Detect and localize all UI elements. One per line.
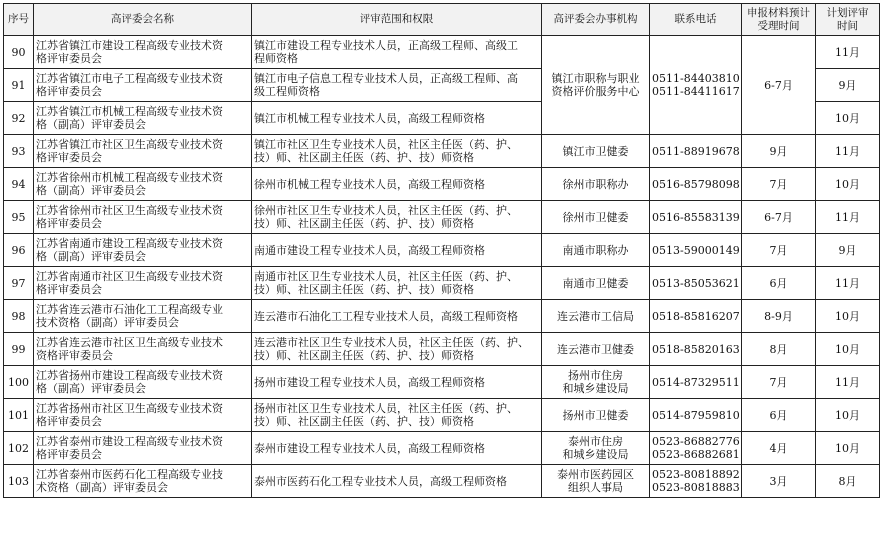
text-line: 江苏省镇江市社区卫生高级专业技术资	[36, 138, 223, 151]
row-number: 94	[4, 168, 34, 201]
table-row	[4, 267, 880, 300]
office-name	[542, 300, 650, 333]
accept-time: 9月	[742, 135, 816, 168]
accept-time: 3月	[742, 465, 816, 498]
accept-time: 6-7月	[742, 201, 816, 234]
header-office: 高评委会办事机构	[542, 4, 650, 36]
text-line: 资格评价服务中心	[551, 85, 640, 98]
text-line: 徐州市职称办	[562, 177, 629, 191]
office-name	[542, 267, 650, 300]
text-line: 技）师、社区副主任医（药、护、技）师资格	[254, 283, 474, 296]
text-line: 江苏省泰州市建设工程高级专业技术资	[36, 435, 223, 448]
text-line: 江苏省扬州市社区卫生高级专业技术资	[36, 402, 223, 415]
text-line: 徐州市社区卫生专业技术人员，社区主任医（药、护、	[254, 204, 518, 217]
review-time: 10月	[816, 432, 880, 465]
office-name	[542, 366, 650, 399]
phone-number	[650, 300, 742, 333]
text-line: 徐州市卫健委	[562, 210, 629, 224]
review-time: 10月	[816, 300, 880, 333]
text-line: 南通市卫健委	[562, 276, 629, 290]
committee-name	[34, 102, 252, 135]
office-name	[542, 465, 650, 498]
office-name	[542, 135, 650, 168]
committee-name	[34, 366, 252, 399]
text-line: 和城乡建设局	[562, 382, 629, 395]
text-line: 连云港市工信局	[557, 309, 634, 323]
text-line: 江苏省徐州市机械工程高级专业技术资	[36, 171, 223, 184]
accept-time: 7月	[742, 366, 816, 399]
table-row	[4, 333, 880, 366]
text-line: 0523-86882681	[652, 448, 740, 461]
text-line: 程师资格	[254, 52, 298, 65]
review-scope	[252, 234, 542, 267]
accept-time: 8月	[742, 333, 816, 366]
text-line: 镇江市职称与职业	[551, 72, 640, 85]
text-line: 镇江市卫健委	[562, 144, 629, 158]
text-line: 资格评审委员会	[36, 349, 113, 362]
office-name	[542, 234, 650, 267]
office-name	[542, 168, 650, 201]
text-line: 镇江市社区卫生专业技术人员，社区主任医（药、护、	[254, 138, 518, 151]
text-line: 镇江市电子信息工程专业技术人员，正高级工程师、高	[254, 72, 518, 85]
phone-number	[650, 399, 742, 432]
review-scope	[252, 267, 542, 300]
accept-time: 8-9月	[742, 300, 816, 333]
table-row	[4, 399, 880, 432]
table-row	[4, 234, 880, 267]
text-line: 格评审委员会	[36, 52, 102, 65]
committee-name	[34, 234, 252, 267]
phone-number	[650, 36, 742, 135]
accept-time: 4月	[742, 432, 816, 465]
review-time: 8月	[816, 465, 880, 498]
review-time: 11月	[816, 366, 880, 399]
review-scope	[252, 432, 542, 465]
row-number: 91	[4, 69, 34, 102]
accept-time: 6月	[742, 267, 816, 300]
text-line: 格（副高）评审委员会	[36, 184, 146, 197]
text-line: 泰州市住房	[568, 435, 623, 448]
row-number: 93	[4, 135, 34, 168]
committee-name	[34, 36, 252, 69]
review-scope	[252, 399, 542, 432]
text-line: 格评审委员会	[36, 151, 102, 164]
text-line: 泰州市医药园区	[557, 468, 634, 481]
phone-number	[650, 234, 742, 267]
row-number: 102	[4, 432, 34, 465]
text-line: 南通市社区卫生专业技术人员，社区主任医（药、护、	[254, 270, 518, 283]
table-body	[4, 36, 880, 498]
committee-name	[34, 69, 252, 102]
row-number: 98	[4, 300, 34, 333]
row-number: 90	[4, 36, 34, 69]
table-row	[4, 135, 880, 168]
office-name	[542, 201, 650, 234]
phone-number	[650, 267, 742, 300]
committee-name	[34, 399, 252, 432]
text-line: 技）师、社区副主任医（药、护、技）师资格	[254, 349, 474, 362]
text-line: 格评审委员会	[36, 217, 102, 230]
table-row	[4, 432, 880, 465]
review-time: 11月	[816, 135, 880, 168]
header-review-time: 计划评审 时间	[816, 4, 880, 36]
accept-time: 6-7月	[742, 36, 816, 135]
review-scope	[252, 333, 542, 366]
review-scope	[252, 465, 542, 498]
phone-number	[650, 135, 742, 168]
text-line: 技术资格（副高）评审委员会	[36, 316, 179, 329]
text-line: 江苏省徐州市社区卫生高级专业技术资	[36, 204, 223, 217]
text-line: 连云港市卫健委	[557, 342, 634, 356]
row-number: 97	[4, 267, 34, 300]
committee-name	[34, 135, 252, 168]
review-time: 10月	[816, 168, 880, 201]
text-line: 泰州市医药石化工程专业技术人员，高级工程师资格	[254, 474, 507, 488]
text-line: 格（副高）评审委员会	[36, 250, 146, 263]
text-line: 0523-80818892	[652, 468, 740, 481]
phone-number	[650, 168, 742, 201]
text-line: 连云港市社区卫生专业技术人员，社区主任医（药、护、	[254, 336, 529, 349]
review-scope	[252, 366, 542, 399]
text-line: 0518-85820163	[652, 342, 740, 356]
text-line: 格评审委员会	[36, 415, 102, 428]
accept-time: 7月	[742, 168, 816, 201]
text-line: 江苏省镇江市机械工程高级专业技术资	[36, 105, 223, 118]
phone-number	[650, 366, 742, 399]
accept-time: 6月	[742, 399, 816, 432]
committee-name	[34, 201, 252, 234]
phone-number	[650, 333, 742, 366]
text-line: 0511-84411617	[652, 85, 740, 98]
phone-number	[650, 432, 742, 465]
text-line: 0514-87329511	[652, 375, 740, 389]
office-name	[542, 432, 650, 465]
row-number: 96	[4, 234, 34, 267]
text-line: 级工程师资格	[254, 85, 320, 98]
office-name	[542, 36, 650, 135]
table-row	[4, 36, 880, 69]
text-line: 江苏省镇江市建设工程高级专业技术资	[36, 39, 223, 52]
text-line: 格（副高）评审委员会	[36, 118, 146, 131]
text-line: 江苏省镇江市电子工程高级专业技术资	[36, 72, 223, 85]
committee-name	[34, 333, 252, 366]
text-line: 技）师、社区副主任医（药、护、技）师资格	[254, 217, 474, 230]
text-line: 术资格（副高）评审委员会	[36, 481, 168, 494]
row-number: 92	[4, 102, 34, 135]
review-time: 11月	[816, 201, 880, 234]
review-time: 9月	[816, 69, 880, 102]
row-number: 103	[4, 465, 34, 498]
text-line: 0513-85053621	[652, 276, 740, 290]
review-scope	[252, 36, 542, 69]
text-line: 0523-86882776	[652, 435, 740, 448]
committee-name	[34, 168, 252, 201]
review-time: 11月	[816, 267, 880, 300]
text-line: 0516-85583139	[652, 210, 740, 224]
text-line: 江苏省南通市社区卫生高级专业技术资	[36, 270, 223, 283]
text-line: 格（副高）评审委员会	[36, 382, 146, 395]
table-row	[4, 465, 880, 498]
text-line: 0518-85816207	[652, 309, 740, 323]
text-line: 扬州市卫健委	[562, 408, 629, 422]
row-number: 95	[4, 201, 34, 234]
document-page	[3, 3, 880, 498]
text-line: 技）师、社区副主任医（药、护、技）师资格	[254, 151, 474, 164]
review-scope	[252, 69, 542, 102]
office-name	[542, 333, 650, 366]
text-line: 格评审委员会	[36, 85, 102, 98]
text-line: 0511-88919678	[652, 144, 740, 158]
text-line: 技）师、社区副主任医（药、护、技）师资格	[254, 415, 474, 428]
text-line: 镇江市机械工程专业技术人员，高级工程师资格	[254, 111, 485, 125]
review-committee-table	[3, 3, 880, 498]
review-scope	[252, 102, 542, 135]
text-line: 镇江市建设工程专业技术人员，正高级工程师、高级工	[254, 39, 518, 52]
text-line: 格评审委员会	[36, 448, 102, 461]
header-phone: 联系电话	[650, 4, 742, 36]
table-row	[4, 201, 880, 234]
header-accept-time: 申报材料预计 受理时间	[742, 4, 816, 36]
text-line: 扬州市社区卫生专业技术人员，社区主任医（药、护、	[254, 402, 518, 415]
phone-number	[650, 465, 742, 498]
text-line: 0516-85798098	[652, 177, 740, 191]
review-time: 10月	[816, 102, 880, 135]
row-number: 101	[4, 399, 34, 432]
review-scope	[252, 201, 542, 234]
header-no: 序号	[4, 4, 34, 36]
committee-name	[34, 465, 252, 498]
review-time: 11月	[816, 36, 880, 69]
committee-name	[34, 432, 252, 465]
text-line: 江苏省南通市建设工程高级专业技术资	[36, 237, 223, 250]
row-number: 100	[4, 366, 34, 399]
text-line: 徐州市机械工程专业技术人员，高级工程师资格	[254, 177, 485, 191]
header-scope: 评审范围和权限	[252, 4, 542, 36]
header-row	[4, 4, 880, 36]
text-line: 南通市建设工程专业技术人员，高级工程师资格	[254, 243, 485, 257]
text-line: 0523-80818883	[652, 481, 740, 494]
header-committee-name: 高评委会名称	[34, 4, 252, 36]
review-scope	[252, 168, 542, 201]
review-time: 10月	[816, 399, 880, 432]
text-line: 和城乡建设局	[562, 448, 629, 461]
text-line: 0513-59000149	[652, 243, 740, 257]
review-time: 9月	[816, 234, 880, 267]
accept-time: 7月	[742, 234, 816, 267]
text-line: 江苏省泰州市医药石化工程高级专业技	[36, 468, 223, 481]
table-row	[4, 300, 880, 333]
review-time: 10月	[816, 333, 880, 366]
review-scope	[252, 300, 542, 333]
text-line: 扬州市住房	[568, 369, 623, 382]
text-line: 0514-87959810	[652, 408, 740, 422]
text-line: 江苏省连云港市石油化工工程高级专业	[36, 303, 223, 316]
committee-name	[34, 267, 252, 300]
office-name	[542, 399, 650, 432]
text-line: 泰州市建设工程专业技术人员，高级工程师资格	[254, 441, 485, 455]
text-line: 组织人事局	[568, 481, 623, 494]
table-row	[4, 168, 880, 201]
row-number: 99	[4, 333, 34, 366]
text-line: 南通市职称办	[562, 243, 629, 257]
text-line: 0511-84403810	[652, 72, 740, 85]
text-line: 格评审委员会	[36, 283, 102, 296]
text-line: 扬州市建设工程专业技术人员，高级工程师资格	[254, 375, 485, 389]
text-line: 江苏省连云港市社区卫生高级专业技术	[36, 336, 223, 349]
text-line: 江苏省扬州市建设工程高级专业技术资	[36, 369, 223, 382]
committee-name	[34, 300, 252, 333]
text-line: 连云港市石油化工工程专业技术人员，高级工程师资格	[254, 309, 518, 323]
phone-number	[650, 201, 742, 234]
table-row	[4, 366, 880, 399]
review-scope	[252, 135, 542, 168]
